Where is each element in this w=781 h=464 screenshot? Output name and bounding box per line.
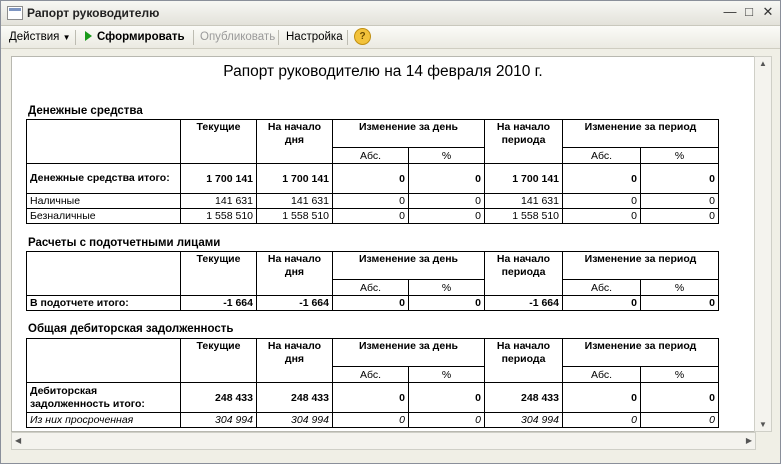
day-start-cell: 304 994 bbox=[257, 413, 333, 428]
period-change-header: Изменение за период bbox=[563, 120, 719, 148]
report-title: Рапорт руководителю на 14 февраля 2010 г. bbox=[223, 63, 543, 80]
pct-header: % bbox=[641, 367, 719, 383]
period-pct-cell: 0 bbox=[641, 296, 719, 311]
day-change-header: Изменение за день bbox=[333, 120, 485, 148]
day-abs-cell: 0 bbox=[333, 209, 409, 224]
day-start-cell: 248 433 bbox=[257, 383, 333, 413]
period-start-cell: 248 433 bbox=[485, 383, 563, 413]
advance-table bbox=[26, 251, 719, 311]
period-abs-cell: 0 bbox=[563, 194, 641, 209]
period-start-cell: 304 994 bbox=[485, 413, 563, 428]
period-start-cell: -1 664 bbox=[485, 296, 563, 311]
period-abs-cell: 0 bbox=[563, 296, 641, 311]
chevron-down-icon: ▼ bbox=[62, 33, 71, 42]
toolbar bbox=[1, 26, 780, 49]
table-row bbox=[27, 209, 719, 224]
day-pct-cell: 0 bbox=[409, 194, 485, 209]
day-start-header: На начало дня bbox=[257, 252, 333, 296]
generate-button[interactable] bbox=[85, 29, 185, 45]
row-label: Наличные bbox=[27, 194, 181, 209]
receivables-table bbox=[26, 338, 719, 428]
current-cell: 1 558 510 bbox=[181, 209, 257, 224]
actions-menu[interactable] bbox=[9, 29, 71, 45]
abs-header: Абс. bbox=[563, 367, 641, 383]
day-change-header: Изменение за день bbox=[333, 339, 485, 367]
abs-header: Абс. bbox=[333, 148, 409, 164]
table-row bbox=[27, 413, 719, 428]
toolbar-divider bbox=[193, 30, 194, 45]
day-start-cell: 1 558 510 bbox=[257, 209, 333, 224]
day-pct-cell: 0 bbox=[409, 413, 485, 428]
period-abs-cell: 0 bbox=[563, 413, 641, 428]
day-pct-cell: 0 bbox=[409, 209, 485, 224]
current-cell: 1 700 141 bbox=[181, 164, 257, 194]
scroll-left-icon[interactable]: ◀ bbox=[15, 436, 22, 445]
period-pct-cell: 0 bbox=[641, 413, 719, 428]
day-start-header: На начало дня bbox=[257, 339, 333, 383]
current-cell: 248 433 bbox=[181, 383, 257, 413]
day-pct-cell: 0 bbox=[409, 383, 485, 413]
period-pct-cell: 0 bbox=[641, 194, 719, 209]
row-label: Денежные средства итого: bbox=[27, 164, 181, 194]
section-title: Расчеты с подотчетными лицами bbox=[28, 237, 221, 249]
table-row bbox=[27, 194, 719, 209]
row-label: Дебиторская задолженность итого: bbox=[27, 383, 181, 413]
current-cell: 141 631 bbox=[181, 194, 257, 209]
row-label: Из них просроченная bbox=[27, 413, 181, 428]
scroll-up-icon[interactable]: ▲ bbox=[759, 59, 767, 68]
close-icon[interactable]: ✕ bbox=[762, 4, 774, 19]
minimize-icon[interactable]: — bbox=[723, 4, 737, 19]
vertical-scrollbar[interactable] bbox=[754, 56, 772, 432]
period-pct-cell: 0 bbox=[641, 383, 719, 413]
period-abs-cell: 0 bbox=[563, 164, 641, 194]
toolbar-divider bbox=[75, 30, 76, 45]
day-abs-cell: 0 bbox=[333, 296, 409, 311]
scroll-right-icon[interactable]: ▶ bbox=[745, 436, 752, 445]
play-icon bbox=[85, 31, 92, 41]
actions-label: Действия bbox=[9, 31, 60, 43]
current-header: Текущие bbox=[181, 339, 257, 383]
day-start-cell: 141 631 bbox=[257, 194, 333, 209]
day-pct-cell: 0 bbox=[409, 296, 485, 311]
current-header: Текущие bbox=[181, 120, 257, 164]
generate-label: Сформировать bbox=[97, 31, 185, 43]
horizontal-scrollbar[interactable] bbox=[11, 432, 756, 450]
period-start-cell: 1 558 510 bbox=[485, 209, 563, 224]
day-start-header: На начало дня bbox=[257, 120, 333, 164]
current-header: Текущие bbox=[181, 252, 257, 296]
table-row bbox=[27, 383, 719, 413]
maximize-icon[interactable]: □ bbox=[745, 4, 753, 19]
label-header bbox=[27, 339, 181, 383]
day-start-cell: -1 664 bbox=[257, 296, 333, 311]
toolbar-divider bbox=[278, 30, 279, 45]
pct-header: % bbox=[409, 280, 485, 296]
row-label: Безналичные bbox=[27, 209, 181, 224]
cash-table bbox=[26, 119, 719, 224]
day-abs-cell: 0 bbox=[333, 194, 409, 209]
day-change-header: Изменение за день bbox=[333, 252, 485, 280]
day-abs-cell: 0 bbox=[333, 383, 409, 413]
pct-header: % bbox=[641, 280, 719, 296]
period-abs-cell: 0 bbox=[563, 383, 641, 413]
day-start-cell: 1 700 141 bbox=[257, 164, 333, 194]
day-abs-cell: 0 bbox=[333, 164, 409, 194]
period-start-header: На начало периода bbox=[485, 252, 563, 296]
period-start-header: На начало периода bbox=[485, 339, 563, 383]
pct-header: % bbox=[409, 148, 485, 164]
pct-header: % bbox=[409, 367, 485, 383]
title-bar bbox=[1, 1, 780, 26]
abs-header: Абс. bbox=[563, 280, 641, 296]
current-cell: 304 994 bbox=[181, 413, 257, 428]
report-sheet bbox=[11, 56, 755, 432]
period-pct-cell: 0 bbox=[641, 209, 719, 224]
label-header bbox=[27, 120, 181, 164]
day-abs-cell: 0 bbox=[333, 413, 409, 428]
table-row bbox=[27, 164, 719, 194]
publish-button[interactable]: Опубликовать bbox=[200, 31, 276, 43]
scroll-down-icon[interactable]: ▼ bbox=[759, 420, 767, 429]
period-change-header: Изменение за период bbox=[563, 252, 719, 280]
abs-header: Абс. bbox=[333, 367, 409, 383]
period-change-header: Изменение за период bbox=[563, 339, 719, 367]
section-title: Общая дебиторская задолженность bbox=[28, 323, 234, 335]
window-icon bbox=[7, 6, 23, 20]
row-label: В подотчете итого: bbox=[27, 296, 181, 311]
table-row bbox=[27, 296, 719, 311]
abs-header: Абс. bbox=[563, 148, 641, 164]
window-title: Рапорт руководителю bbox=[27, 6, 160, 20]
period-abs-cell: 0 bbox=[563, 209, 641, 224]
period-start-header: На начало периода bbox=[485, 120, 563, 164]
day-pct-cell: 0 bbox=[409, 164, 485, 194]
period-start-cell: 141 631 bbox=[485, 194, 563, 209]
section-title: Денежные средства bbox=[28, 105, 143, 117]
settings-button[interactable]: Настройка bbox=[286, 31, 343, 43]
pct-header: % bbox=[641, 148, 719, 164]
abs-header: Абс. bbox=[333, 280, 409, 296]
help-icon[interactable]: ? bbox=[354, 28, 371, 45]
period-start-cell: 1 700 141 bbox=[485, 164, 563, 194]
toolbar-divider bbox=[347, 30, 348, 45]
current-cell: -1 664 bbox=[181, 296, 257, 311]
label-header bbox=[27, 252, 181, 296]
period-pct-cell: 0 bbox=[641, 164, 719, 194]
